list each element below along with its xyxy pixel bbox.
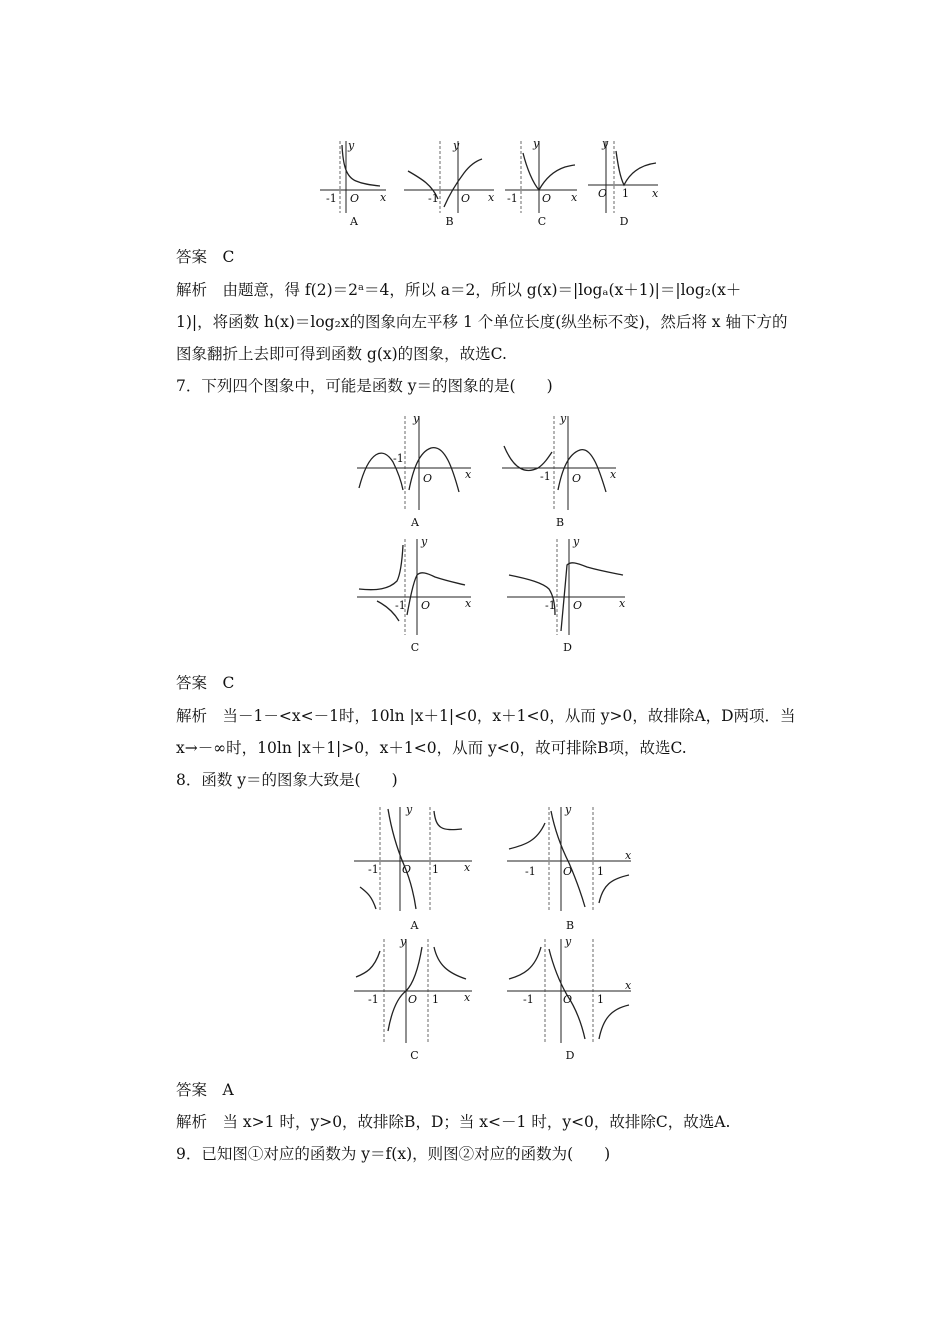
y-axis-label: y xyxy=(533,137,540,150)
tick-neg1: -1 xyxy=(545,599,556,612)
q6-graph-b xyxy=(402,135,497,215)
tick-1: 1 xyxy=(622,187,629,200)
y-axis-label: y xyxy=(453,139,460,152)
y-axis-label: y xyxy=(348,139,355,152)
q7-graph-c xyxy=(355,535,475,640)
origin-label: O xyxy=(563,865,573,878)
q6-figure-c xyxy=(503,135,581,230)
tick-neg1: -1 xyxy=(326,192,337,205)
origin-label: O xyxy=(402,863,412,876)
tick-1: 1 xyxy=(597,993,604,1006)
option-label: C xyxy=(537,215,547,228)
q7-answer: 答案 C xyxy=(176,674,235,692)
q8-figure-a xyxy=(352,803,477,933)
q6-analysis-line-1: 解析 由题意，得 f(2)＝2ᵃ＝4，所以 a＝2，所以 g(x)＝|logₐ(x＋1)|＝|log₂(x＋ xyxy=(176,281,742,299)
q8-graph-a xyxy=(352,803,477,915)
x-axis-label: x xyxy=(464,861,471,874)
tick-1: 1 xyxy=(597,865,604,878)
option-label: C xyxy=(410,641,420,654)
tick-neg1: -1 xyxy=(523,993,534,1006)
option-label: A xyxy=(411,516,419,529)
origin-label: O xyxy=(350,192,360,205)
q8-figure-d xyxy=(505,935,635,1065)
q6-figure-a xyxy=(318,135,390,230)
y-axis-label: y xyxy=(421,535,428,548)
option-label: D xyxy=(565,1049,575,1062)
origin-label: O xyxy=(423,472,433,485)
origin-label: O xyxy=(572,472,582,485)
q7-figure-d xyxy=(505,535,630,655)
tick-neg1: -1 xyxy=(368,863,379,876)
q6-graph-a xyxy=(318,135,390,215)
q6-graph-c xyxy=(503,135,581,215)
x-axis-label: x xyxy=(465,597,472,610)
tick-neg1: -1 xyxy=(525,865,536,878)
q8-graph-c xyxy=(352,935,477,1047)
q8-figure-c xyxy=(352,935,477,1065)
q7-graph-d xyxy=(505,535,630,640)
x-axis-label: x xyxy=(380,191,387,204)
origin-label: O xyxy=(421,599,431,612)
q8-figure-b xyxy=(505,803,635,933)
y-axis-label: y xyxy=(573,535,580,548)
option-label: B xyxy=(565,919,575,932)
option-label: A xyxy=(410,919,419,932)
x-axis-label: x xyxy=(464,991,471,1004)
tick-1: 1 xyxy=(432,863,439,876)
y-axis-label: y xyxy=(406,803,413,816)
tick-neg1: -1 xyxy=(428,192,439,205)
tick-neg1: -1 xyxy=(507,192,518,205)
q9-stem: 9．已知图①对应的函数为 y＝f(x)，则图②对应的函数为( ) xyxy=(176,1145,611,1163)
x-axis-label: x xyxy=(571,191,578,204)
q8-answer: 答案 A xyxy=(176,1081,234,1099)
q7-analysis-line-2: x→－∞时，10ln |x＋1|>0，x＋1<0，从而 y<0，故可排除B项，故选C. xyxy=(176,739,687,757)
origin-label: O xyxy=(563,993,573,1006)
q7-figure-b xyxy=(500,410,620,530)
q8-analysis: 解析 当 x>1 时，y>0，故排除B，D；当 x<－1 时，y<0，故排除C，故选A. xyxy=(176,1113,731,1131)
x-axis-label: x xyxy=(652,187,659,200)
x-axis-label: x xyxy=(625,849,632,862)
q8-graph-b xyxy=(505,803,635,915)
q8-graph-d xyxy=(505,935,635,1047)
y-axis-label: y xyxy=(565,935,572,948)
tick-1: 1 xyxy=(432,993,439,1006)
x-axis-label: x xyxy=(465,468,472,481)
origin-label: O xyxy=(573,599,583,612)
q8-stem: 8．函数 y＝的图象大致是( ) xyxy=(176,771,398,789)
origin-label: O xyxy=(461,192,471,205)
q7-analysis-line-1: 解析 当－1－<x<－1时，10ln |x＋1|<0，x＋1<0，从而 y>0，故排除A，D两项．当 xyxy=(176,707,796,725)
q6-answer: 答案 C xyxy=(176,248,235,266)
origin-label: O xyxy=(408,993,418,1006)
option-label: D xyxy=(619,215,629,228)
q6-figure-d xyxy=(586,135,662,230)
q7-figure-a xyxy=(355,410,475,530)
tick-neg1: -1 xyxy=(393,452,404,465)
option-label: B xyxy=(555,516,565,529)
y-axis-label: y xyxy=(413,412,420,425)
q7-graph-a xyxy=(355,410,475,515)
q6-analysis-line-2: 1)|，将函数 h(x)＝log₂x的图象向左平移 1 个单位长度(纵坐标不变)，然后将 x 轴下方的 xyxy=(176,313,788,331)
x-axis-label: x xyxy=(619,597,626,610)
tick-neg1: -1 xyxy=(540,470,551,483)
option-label: B xyxy=(445,215,454,228)
tick-neg1: -1 xyxy=(368,993,379,1006)
q6-graph-d xyxy=(586,135,662,215)
x-axis-label: x xyxy=(488,191,495,204)
origin-label: O xyxy=(542,192,552,205)
q6-analysis-line-3: 图象翻折上去即可得到函数 g(x)的图象，故选C. xyxy=(176,345,507,363)
y-axis-label: y xyxy=(602,137,609,150)
x-axis-label: x xyxy=(610,468,617,481)
x-axis-label: x xyxy=(625,979,632,992)
y-axis-label: y xyxy=(565,803,572,816)
q7-stem: 7．下列四个图象中，可能是函数 y＝的图象的是( ) xyxy=(176,377,553,395)
origin-label: O xyxy=(598,187,608,200)
q6-figure-b xyxy=(402,135,497,230)
y-axis-label: y xyxy=(400,935,407,948)
option-label: A xyxy=(350,215,358,228)
tick-neg1: -1 xyxy=(395,599,406,612)
y-axis-label: y xyxy=(560,412,567,425)
option-label: C xyxy=(410,1049,419,1062)
q7-figure-c xyxy=(355,535,475,655)
option-label: D xyxy=(563,641,572,654)
q7-graph-b xyxy=(500,410,620,515)
